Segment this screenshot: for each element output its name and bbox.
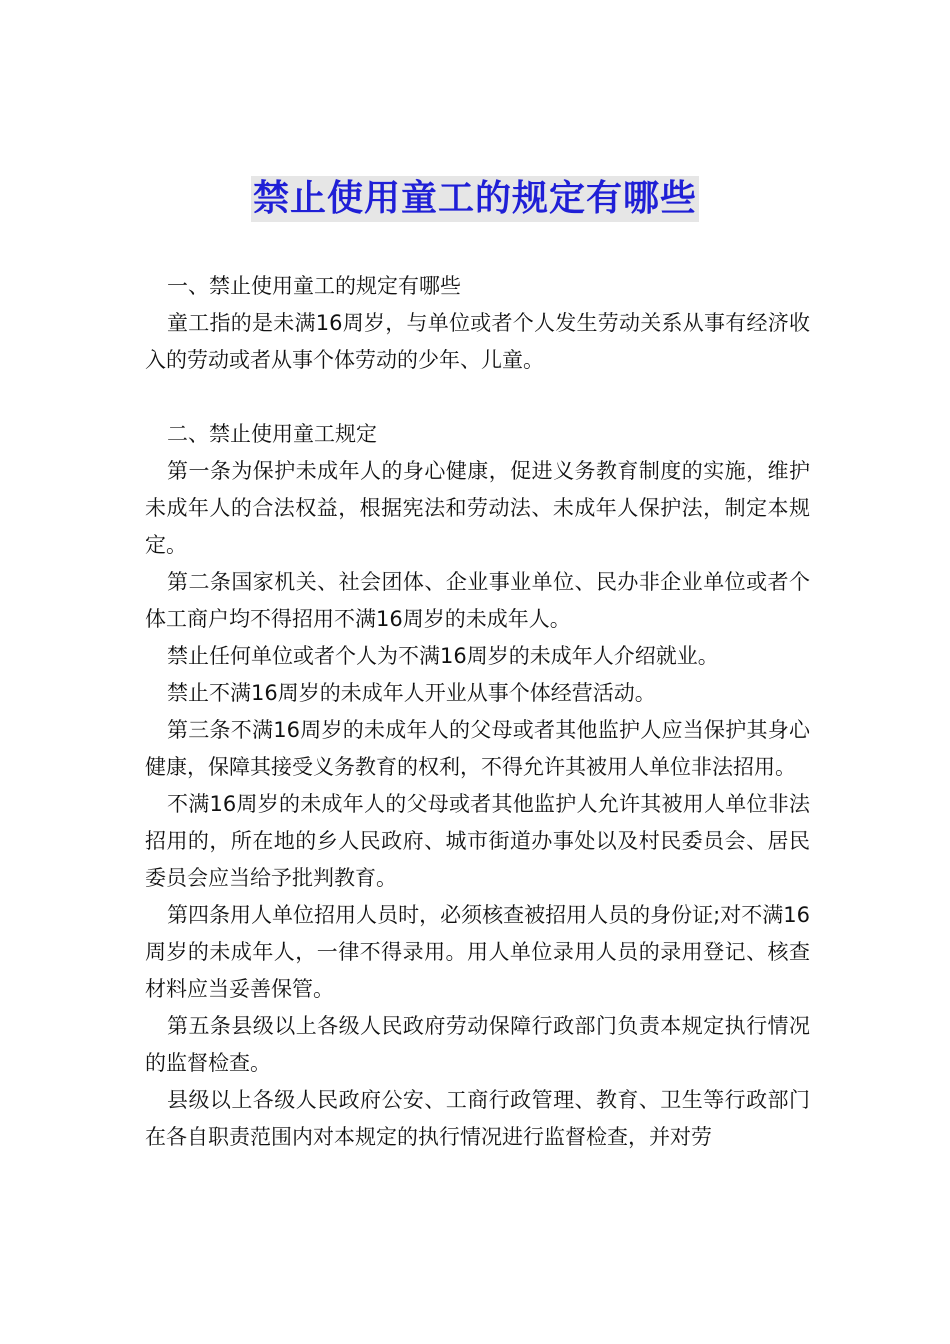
paragraph-section-1-heading: 一、禁止使用童工的规定有哪些 xyxy=(167,274,461,298)
paragraph: 第五条县级以上各级人民政府劳动保障行政部门负责本规定执行情况的监督检查。 xyxy=(145,1014,810,1075)
document-title: 禁止使用童工的规定有哪些 xyxy=(251,176,699,222)
paragraph: 第一条为保护未成年人的身心健康，促进义务教育制度的实施，维护未成年人的合法权益，根据宪法和劳动法、未成年人保护法，制定本规定。 xyxy=(145,459,810,557)
paragraph: 童工指的是未满16周岁，与单位或者个人发生劳动关系从事有经济收入的劳动或者从事个体劳动的少年、儿童。 xyxy=(145,311,810,372)
paragraph-section-2-heading: 二、禁止使用童工规定 xyxy=(167,422,377,446)
paragraph: 禁止不满16周岁的未成年人开业从事个体经营活动。 xyxy=(167,681,656,705)
paragraph: 禁止任何单位或者个人为不满16周岁的未成年人介绍就业。 xyxy=(167,644,719,668)
document-body xyxy=(145,268,810,1156)
paragraph: 第四条用人单位招用人员时，必须核查被招用人员的身份证;对不满16周岁的未成年人，一律不得录用。用人单位录用人员的录用登记、核查材料应当妥善保管。 xyxy=(145,903,810,1001)
paragraph: 县级以上各级人民政府公安、工商行政管理、教育、卫生等行政部门在各自职责范围内对本规定的执行情况进行监督检查，并对劳 xyxy=(145,1088,810,1149)
paragraph: 不满16周岁的未成年人的父母或者其他监护人允许其被用人单位非法招用的，所在地的乡人民政府、城市街道办事处以及村民委员会、居民委员会应当给予批判教育。 xyxy=(145,792,810,890)
title-container xyxy=(0,176,950,222)
paragraph: 第三条不满16周岁的未成年人的父母或者其他监护人应当保护其身心健康，保障其接受义务教育的权利，不得允许其被用人单位非法招用。 xyxy=(145,718,810,779)
blank-line xyxy=(145,379,810,416)
paragraph: 第二条国家机关、社会团体、企业事业单位、民办非企业单位或者个体工商户均不得招用不满16周岁的未成年人。 xyxy=(145,570,810,631)
